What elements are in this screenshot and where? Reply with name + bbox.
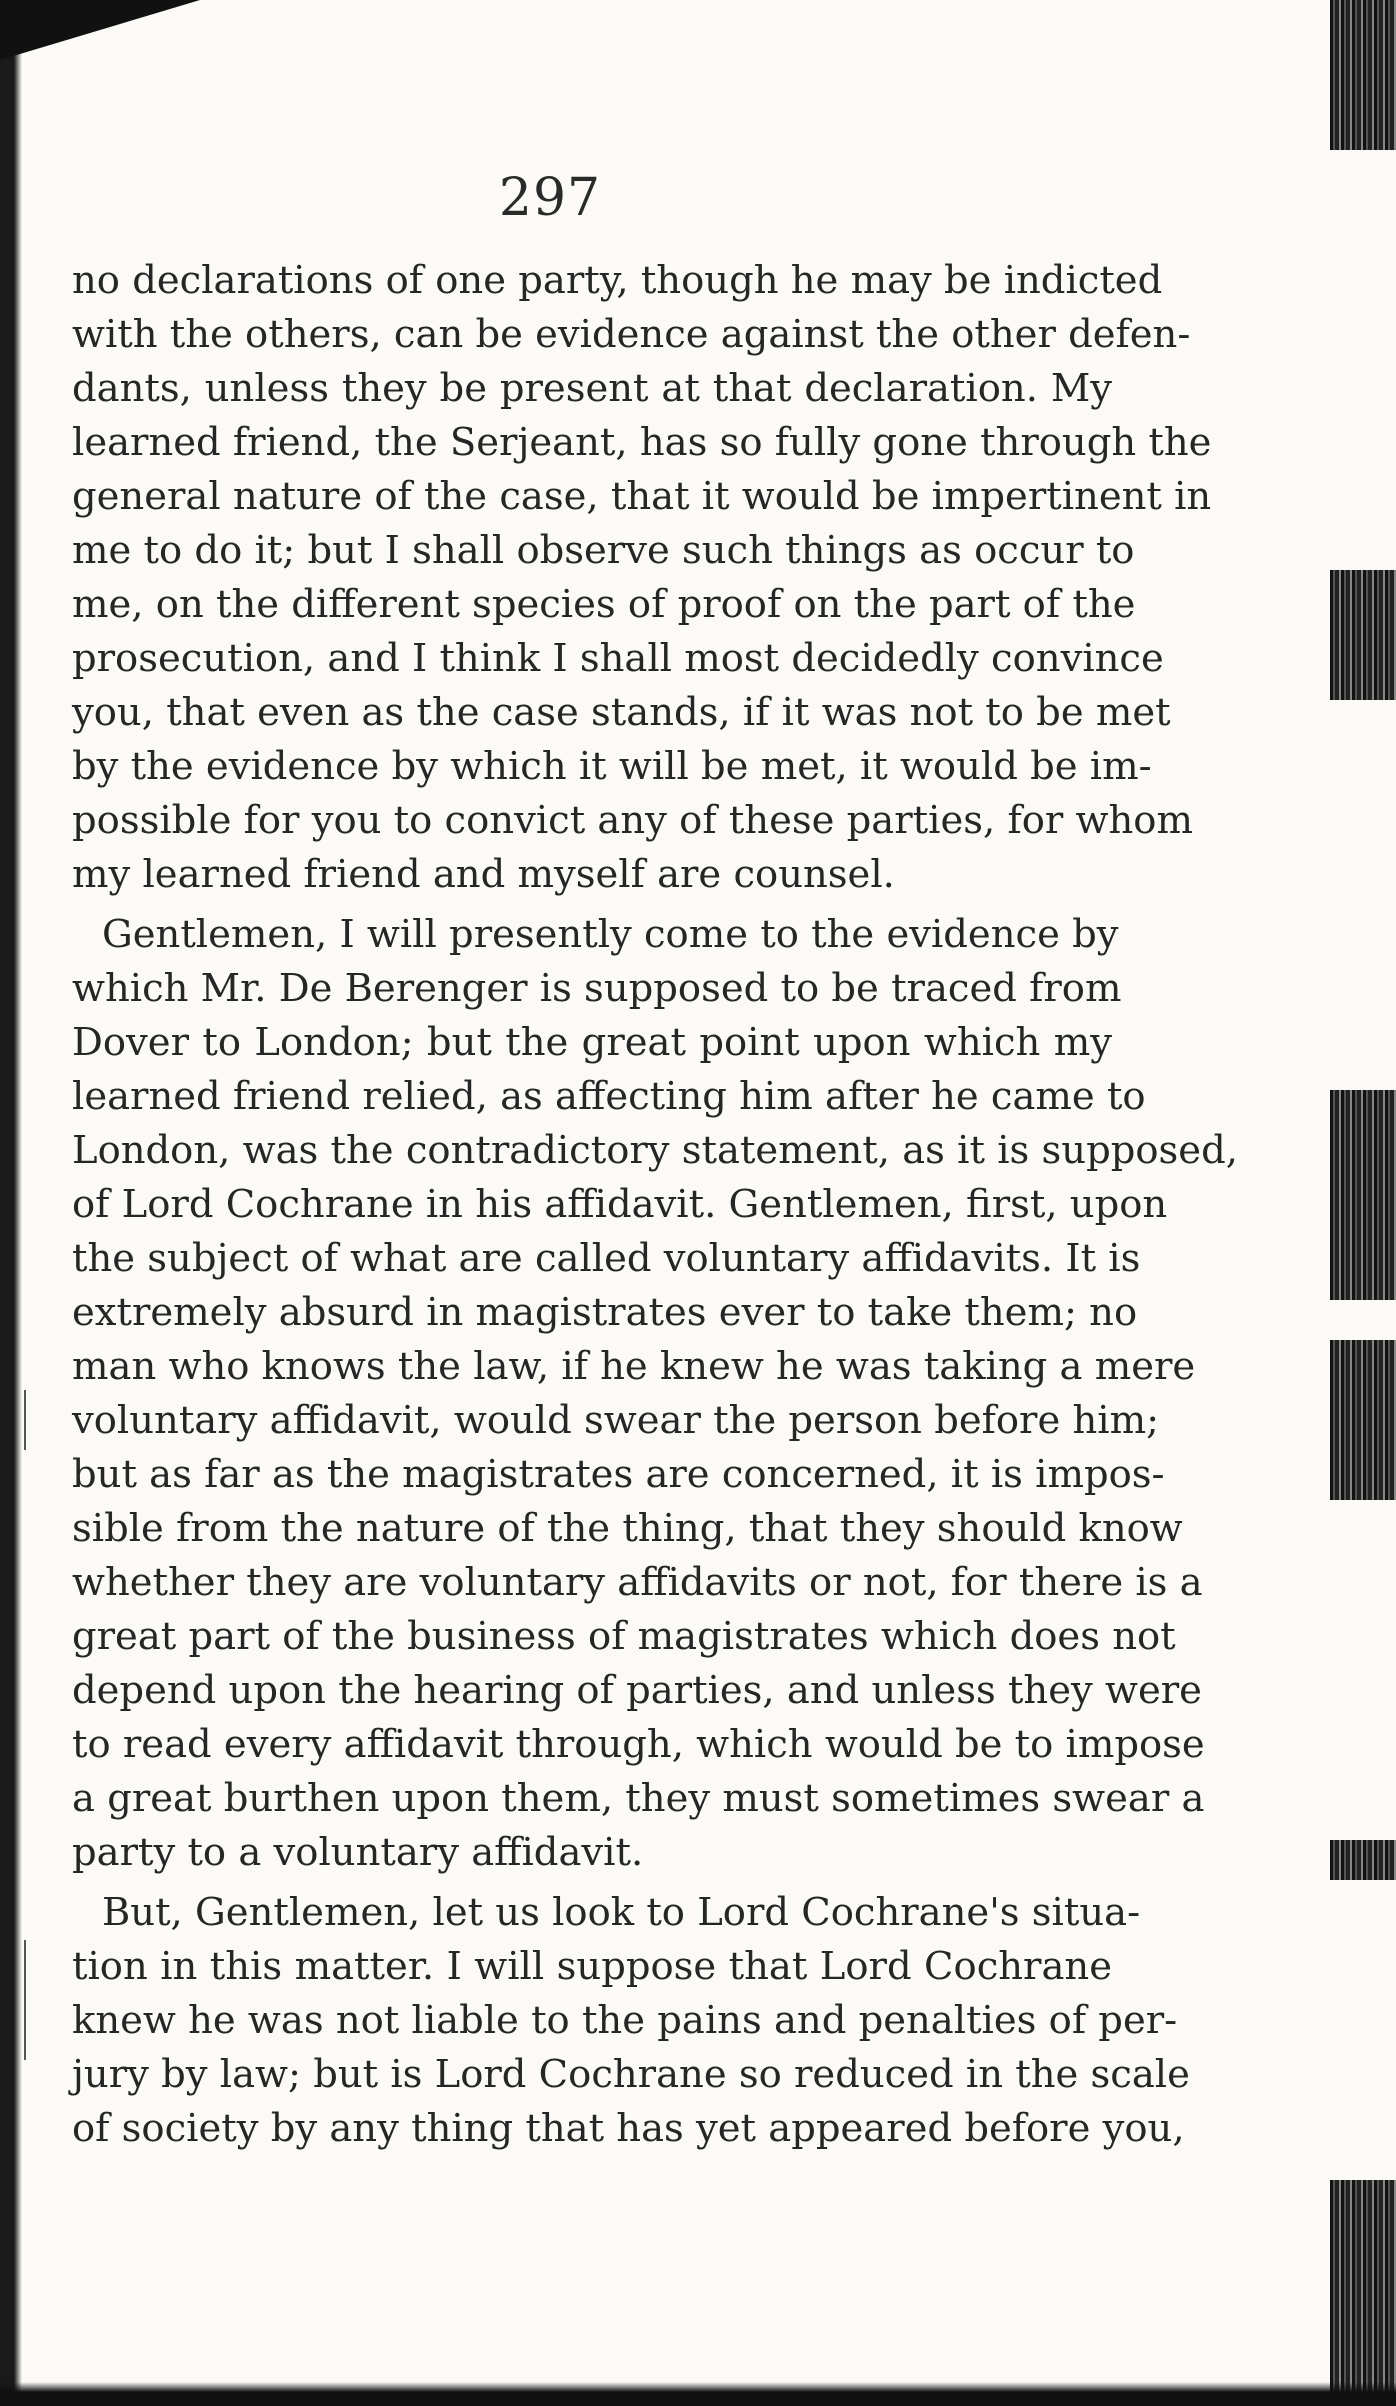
text-line: whether they are voluntary affidavits or not, for there is a bbox=[72, 1560, 1203, 1605]
text-line: my learned friend and myself are counsel. bbox=[72, 852, 895, 897]
text-line: man who knows the law, if he knew he was taking a mere bbox=[72, 1344, 1196, 1389]
text-line: London, was the contradictory statement, as it is supposed, bbox=[72, 1128, 1238, 1173]
text-line: prosecution, and I think I shall most decidedly convince bbox=[72, 636, 1164, 681]
text-line: depend upon the hearing of parties, and unless they were bbox=[72, 1668, 1202, 1713]
page-corner-shadow bbox=[0, 0, 200, 60]
text-line: Gentlemen, I will presently come to the evidence by bbox=[102, 912, 1119, 957]
text-line: which Mr. De Berenger is supposed to be traced from bbox=[72, 966, 1122, 1011]
text-line: learned friend, the Serjeant, has so fully gone through the bbox=[72, 420, 1212, 465]
page-number: 297 bbox=[498, 168, 602, 228]
text-line: me to do it; but I shall observe such things as occur to bbox=[72, 528, 1135, 573]
text-line: of society by any thing that has yet appeared before you, bbox=[72, 2106, 1185, 2151]
text-line: me, on the different species of proof on the part of the bbox=[72, 582, 1136, 627]
paragraph-2 bbox=[72, 908, 1238, 1880]
text-line: extremely absurd in magistrates ever to take them; no bbox=[72, 1290, 1138, 1335]
text-line: by the evidence by which it will be met, it would be im- bbox=[72, 744, 1152, 789]
margin-mark bbox=[24, 1390, 26, 1450]
paragraph-3 bbox=[72, 1886, 1190, 2156]
text-line: no declarations of one party, though he may be indicted bbox=[72, 258, 1163, 303]
text-line: voluntary affidavit, would swear the person before him; bbox=[72, 1398, 1160, 1443]
text-line: but as far as the magistrates are concerned, it is impos- bbox=[72, 1452, 1165, 1497]
text-line: learned friend relied, as affecting him after he came to bbox=[72, 1074, 1146, 1119]
text-line: tion in this matter. I will suppose that Lord Cochrane bbox=[72, 1944, 1112, 1989]
paragraph-1 bbox=[72, 254, 1212, 902]
margin-mark bbox=[24, 1940, 26, 2060]
page-left-edge-shadow bbox=[0, 0, 22, 2406]
text-line: of Lord Cochrane in his affidavit. Gentlemen, first, upon bbox=[72, 1182, 1168, 1227]
text-line: party to a voluntary affidavit. bbox=[72, 1830, 644, 1875]
text-line: jury by law; but is Lord Cochrane so reduced in the scale bbox=[72, 2052, 1190, 2097]
text-line: to read every affidavit through, which would be to impose bbox=[72, 1722, 1205, 1767]
book-binding-edge bbox=[1330, 0, 1396, 2406]
text-line: knew he was not liable to the pains and penalties of per- bbox=[72, 1998, 1178, 2043]
text-line: But, Gentlemen, let us look to Lord Cochrane's situa- bbox=[102, 1890, 1141, 1935]
text-line: the subject of what are called voluntary affidavits. It is bbox=[72, 1236, 1141, 1281]
text-line: possible for you to convict any of these parties, for whom bbox=[72, 798, 1193, 843]
text-line: dants, unless they be present at that declaration. My bbox=[72, 366, 1112, 411]
text-line: general nature of the case, that it would be impertinent in bbox=[72, 474, 1212, 519]
text-line: Dover to London; but the great point upon which my bbox=[72, 1020, 1112, 1065]
body-text bbox=[72, 248, 1238, 2156]
text-line: a great burthen upon them, they must sometimes swear a bbox=[72, 1776, 1205, 1821]
text-line: sible from the nature of the thing, that they should know bbox=[72, 1506, 1183, 1551]
text-line: you, that even as the case stands, if it was not to be met bbox=[72, 690, 1171, 735]
text-line: with the others, can be evidence against the other defen- bbox=[72, 312, 1191, 357]
text-line: great part of the business of magistrates which does not bbox=[72, 1614, 1176, 1659]
page-bottom-edge-shadow bbox=[0, 2382, 1396, 2406]
